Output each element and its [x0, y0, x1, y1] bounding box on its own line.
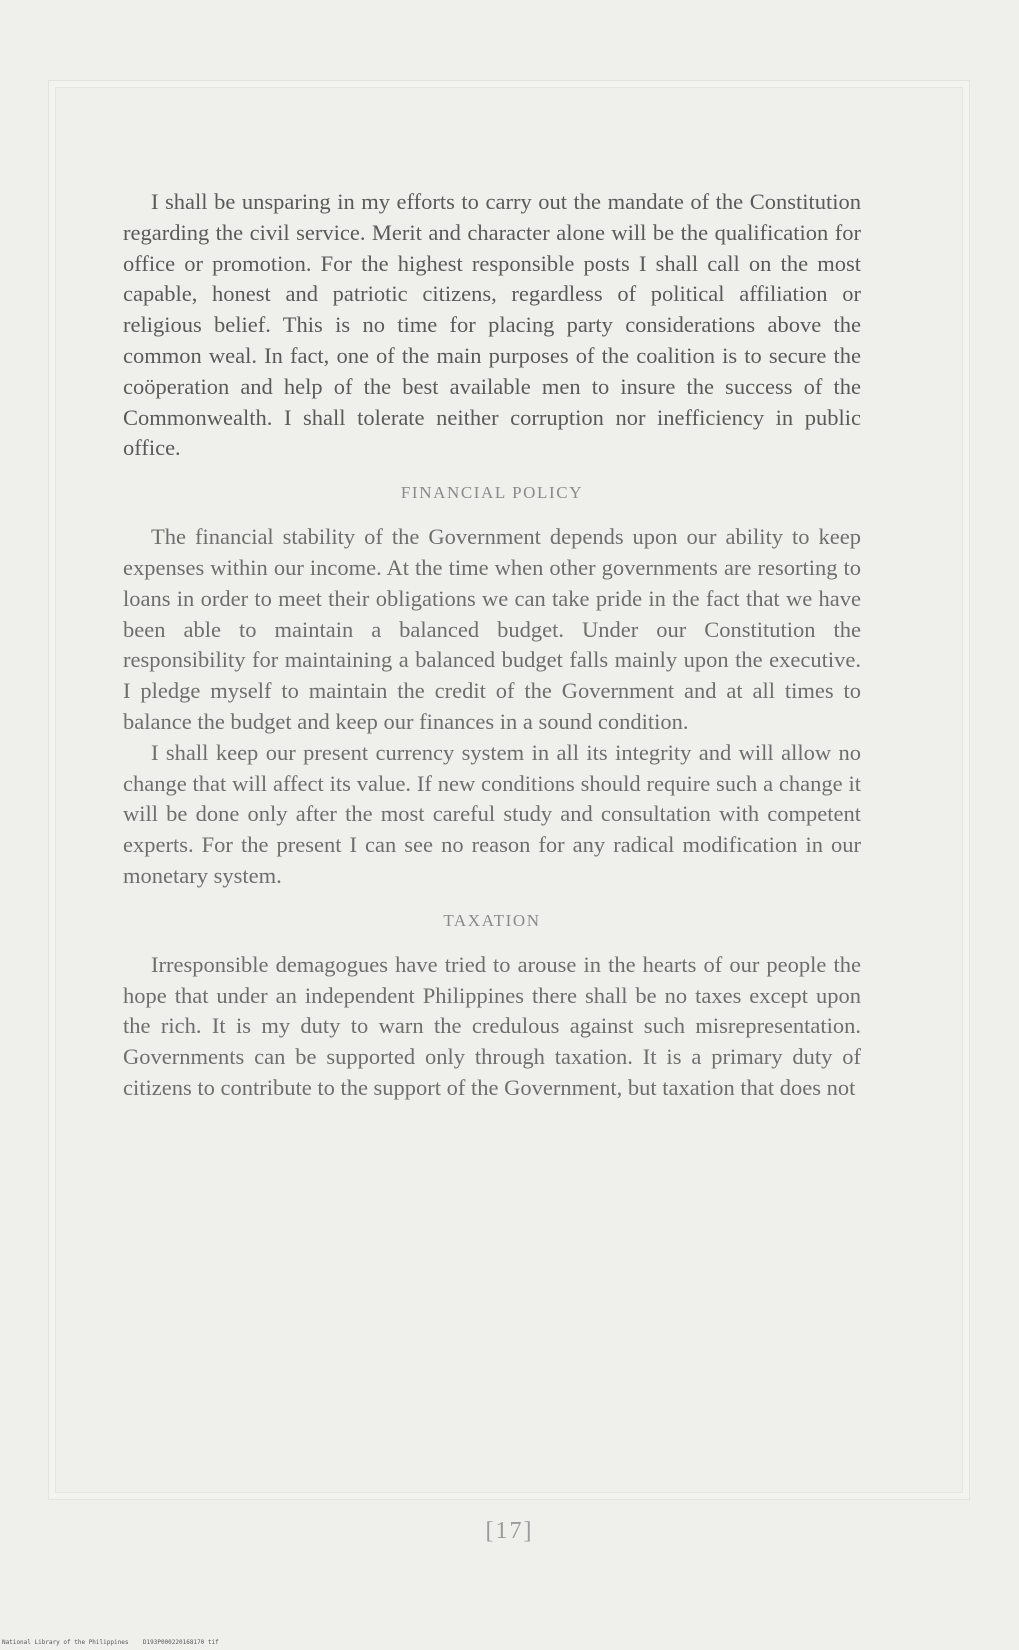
- section-heading-financial-policy: FINANCIAL POLICY: [400, 483, 584, 503]
- paragraph-financial-stability: The financial stability of the Government depends upon our ability to keep expenses within our income. At the time when other governments are resorting to loans in order to meet their obligations we can take pride in the fact that we have been able to maintain a balanced budget. Under our Constitution the responsibility for maintaining a balanced budget falls mainly upon the executive. I pledge myself to maintain the credit of the Government and at all times to balance the budget and keep our finances in a sound condition.: [123, 524, 861, 734]
- page-number: [17]: [485, 1518, 534, 1544]
- scan-footer-caption: National Library of the Philippines D193P000220168170 tif: [2, 1639, 219, 1646]
- paragraph-currency-system: I shall keep our present currency system in all its integrity and will allow no change that will affect its value. If new conditions should require such a change it will be done only after the most careful study and consultation with competent experts. For the present I can see no reason for any radical modification in our monetary system.: [123, 739, 861, 888]
- paragraph-taxation: Irresponsible demagogues have tried to arouse in the hearts of our people the hope that under an independent Philippines there shall be no taxes except upon the rich. It is my duty to warn the credulous against such misrepresentation. Governments can be supported only through taxation. It is a primary duty of citizens to contribute to the support of the Government, but taxation that does not: [123, 951, 861, 1100]
- document-body: [123, 187, 861, 1104]
- section-heading-taxation: TAXATION: [443, 910, 541, 930]
- paragraph-civil-service: I shall be unsparing in my efforts to carry out the mandate of the Constitution regarding the civil service. Merit and character alone will be the qualification for office or promotion. For the highest responsible posts I shall call on the most capable, honest and patriotic citizens, regardless of political affiliation or religious belief. This is no time for placing party considerations above the common weal. In fact, one of the main purposes of the coalition is to secure the coöperation and help of the best available men to insure the success of the Commonwealth. I shall tolerate neither corruption nor inefficiency in public office.: [123, 189, 861, 461]
